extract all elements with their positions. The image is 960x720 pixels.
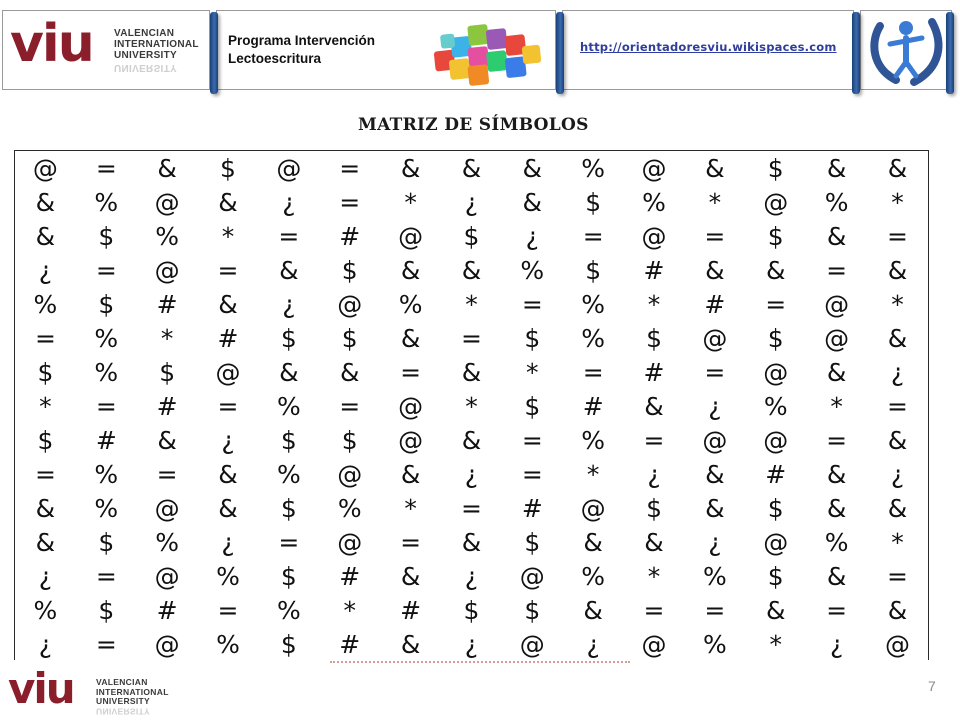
- matrix-cell: %: [276, 459, 301, 489]
- matrix-cell: $: [341, 425, 358, 455]
- matrix-cell: @: [154, 561, 180, 591]
- matrix-cell: =: [643, 595, 665, 625]
- matrix-cell: %: [33, 595, 58, 625]
- matrix-cell: %: [520, 255, 545, 285]
- matrix-cell: @: [641, 221, 667, 251]
- matrix-cell: %: [33, 289, 58, 319]
- matrix-cell: @: [215, 357, 241, 387]
- matrix-cell: =: [886, 391, 908, 421]
- program-title-line: Lectoescritura: [228, 51, 322, 66]
- divider-bar: [852, 12, 860, 94]
- matrix-cell: @: [398, 425, 424, 455]
- matrix-cell: *: [647, 289, 661, 319]
- matrix-cell: &: [157, 425, 177, 455]
- matrix-cell: $: [280, 323, 297, 353]
- matrix-cell: &: [522, 187, 543, 217]
- viu-logo-text: [114, 28, 199, 61]
- divider-bar: [556, 12, 564, 94]
- matrix-cell: &: [644, 391, 664, 421]
- matrix-cell: $: [767, 493, 784, 523]
- matrix-cell: &: [400, 459, 421, 489]
- matrix-cell: =: [95, 629, 117, 659]
- matrix-cell: @: [32, 153, 58, 183]
- matrix-cell: @: [398, 391, 424, 421]
- matrix-cell: @: [884, 629, 910, 659]
- matrix-row: [15, 559, 928, 593]
- matrix-cell: #: [339, 221, 361, 251]
- matrix-cell: #: [582, 391, 604, 421]
- matrix-cell: #: [521, 493, 543, 523]
- matrix-cell: $: [585, 255, 602, 285]
- slide-header: [2, 10, 952, 92]
- matrix-cell: ¿: [464, 561, 479, 591]
- matrix-cell: &: [887, 323, 908, 353]
- logo-line: INTERNATIONAL: [114, 39, 199, 50]
- program-title: [228, 32, 375, 68]
- matrix-cell: &: [887, 425, 908, 455]
- matrix-cell: @: [824, 289, 850, 319]
- alphabet-blocks-image: [426, 16, 550, 88]
- matrix-cell: $: [524, 595, 541, 625]
- matrix-cell: *: [465, 391, 478, 421]
- logo-line: VALENCIAN: [114, 28, 175, 39]
- matrix-cell: ¿: [38, 629, 53, 659]
- matrix-cell: &: [35, 493, 56, 523]
- matrix-cell: =: [521, 425, 543, 455]
- matrix-cell: =: [339, 391, 361, 421]
- matrix-cell: =: [34, 323, 56, 353]
- matrix-cell: $: [585, 187, 602, 217]
- matrix-cell: @: [276, 153, 302, 183]
- matrix-cell: ¿: [708, 391, 722, 421]
- matrix-cell: &: [218, 493, 238, 523]
- matrix-cell: @: [154, 255, 180, 285]
- viu-logo: [10, 14, 200, 76]
- matrix-cell: #: [156, 595, 178, 625]
- matrix-cell: &: [35, 527, 56, 557]
- matrix-cell: *: [586, 459, 600, 489]
- matrix-cell: #: [339, 561, 361, 591]
- matrix-cell: %: [581, 153, 606, 183]
- matrix-cell: $: [646, 323, 662, 353]
- matrix-cell: *: [39, 391, 52, 421]
- matrix-cell: =: [339, 153, 361, 183]
- matrix-cell: %: [276, 595, 301, 625]
- matrix-cell: &: [218, 459, 238, 489]
- matrix-cell: =: [826, 255, 848, 285]
- matrix-cell: %: [824, 527, 849, 557]
- matrix-cell: ¿: [464, 187, 479, 217]
- matrix-cell: $: [98, 289, 115, 319]
- matrix-cell: %: [94, 357, 119, 387]
- divider-bar: [210, 12, 218, 94]
- matrix-cell: $: [646, 493, 662, 523]
- matrix-cell: %: [703, 561, 727, 591]
- page-number: 7: [928, 678, 936, 694]
- logo-line: VALENCIAN: [96, 677, 148, 687]
- matrix-cell: ¿: [282, 289, 296, 319]
- matrix-cell: &: [400, 255, 421, 285]
- logo-line: UNIVERSITY: [114, 50, 178, 61]
- matrix-cell: =: [217, 595, 239, 625]
- matrix-cell: &: [887, 595, 908, 625]
- matrix-cell: @: [337, 459, 363, 489]
- matrix-cell: ¿: [464, 629, 479, 659]
- matrix-cell: @: [763, 357, 789, 387]
- matrix-cell: @: [641, 153, 667, 183]
- matrix-cell: $: [159, 357, 176, 387]
- matrix-cell: $: [767, 153, 784, 183]
- matrix-row: [15, 253, 928, 287]
- matrix-cell: *: [708, 187, 722, 217]
- matrix-row: [15, 627, 928, 661]
- matrix-cell: *: [647, 561, 661, 591]
- matrix-cell: ¿: [829, 629, 844, 659]
- matrix-cell: &: [461, 153, 482, 183]
- matrix-cell: *: [465, 289, 478, 319]
- matrix-cell: %: [155, 221, 180, 251]
- matrix-cell: *: [526, 357, 539, 387]
- matrix-cell: %: [216, 629, 240, 659]
- program-title-line: Programa Intervención: [228, 33, 376, 48]
- viu-logo-reflection: [114, 62, 177, 73]
- matrix-cell: =: [886, 221, 908, 251]
- matrix-cell: &: [339, 357, 360, 387]
- matrix-cell: %: [763, 391, 788, 421]
- matrix-cell: =: [95, 391, 117, 421]
- matrix-row: [15, 525, 928, 559]
- matrix-cell: ¿: [708, 527, 722, 557]
- matrix-cell: ¿: [890, 459, 905, 489]
- symbol-matrix: [14, 150, 929, 660]
- matrix-cell: &: [583, 595, 603, 625]
- matrix-cell: $: [98, 221, 115, 251]
- matrix-cell: *: [769, 629, 782, 659]
- matrix-cell: $: [767, 221, 784, 251]
- matrix-row: [15, 321, 928, 355]
- matrix-cell: &: [35, 187, 56, 217]
- matrix-cell: $: [280, 629, 297, 659]
- matrix-cell: =: [217, 255, 239, 285]
- matrix-cell: ¿: [221, 425, 235, 455]
- matrix-cell: $: [280, 425, 297, 455]
- matrix-cell: @: [763, 425, 789, 455]
- matrix-row: [15, 491, 928, 525]
- matrix-cell: =: [156, 459, 178, 489]
- matrix-cell: @: [154, 493, 180, 523]
- viu-logo-mark: viu: [8, 664, 74, 713]
- matrix-cell: #: [95, 425, 117, 455]
- matrix-row: [15, 151, 928, 185]
- matrix-cell: =: [217, 391, 239, 421]
- matrix-cell: @: [702, 425, 728, 455]
- matrix-cell: &: [826, 153, 847, 183]
- matrix-cell: &: [705, 493, 725, 523]
- matrix-cell: &: [705, 255, 725, 285]
- matrix-cell: =: [278, 221, 300, 251]
- matrix-cell: &: [644, 527, 664, 557]
- matrix-cell: &: [826, 459, 847, 489]
- matrix-cell: &: [400, 629, 421, 659]
- matrix-cell: =: [704, 595, 726, 625]
- matrix-cell: &: [157, 153, 177, 183]
- matrix-cell: &: [826, 221, 847, 251]
- matrix-cell: &: [887, 493, 908, 523]
- matrix-cell: ¿: [221, 527, 235, 557]
- matrix-cell: ¿: [282, 187, 296, 217]
- matrix-cell: &: [765, 255, 786, 285]
- matrix-cell: &: [705, 459, 725, 489]
- viu-logo-mark: viu: [10, 14, 93, 74]
- footer-viu-logo: [8, 664, 183, 717]
- matrix-cell: =: [400, 357, 422, 387]
- matrix-cell: &: [218, 187, 238, 217]
- matrix-cell: $: [98, 595, 115, 625]
- matrix-cell: $: [98, 527, 115, 557]
- matrix-cell: =: [278, 527, 300, 557]
- matrix-cell: %: [581, 289, 606, 319]
- matrix-cell: @: [337, 289, 363, 319]
- matrix-cell: $: [463, 595, 480, 625]
- matrix-cell: =: [643, 425, 665, 455]
- matrix-cell: =: [460, 493, 482, 523]
- wiki-url-link[interactable]: http://orientadoresviu.wikispaces.com: [580, 40, 837, 54]
- matrix-cell: &: [826, 493, 847, 523]
- matrix-cell: $: [37, 357, 54, 387]
- matrix-cell: @: [154, 187, 180, 217]
- matrix-cell: @: [154, 629, 180, 659]
- matrix-cell: &: [218, 289, 238, 319]
- matrix-cell: &: [705, 153, 725, 183]
- matrix-cell: =: [95, 153, 117, 183]
- viu-logo-text: [96, 678, 169, 707]
- matrix-cell: %: [581, 323, 606, 353]
- matrix-cell: *: [160, 323, 174, 353]
- matrix-cell: &: [583, 527, 603, 557]
- matrix-cell: =: [339, 187, 361, 217]
- matrix-cell: &: [826, 561, 847, 591]
- matrix-cell: *: [221, 221, 235, 251]
- divider-bar: [946, 12, 954, 94]
- viu-logo-reflection: [96, 706, 150, 716]
- matrix-cell: =: [521, 459, 543, 489]
- matrix-cell: %: [276, 391, 301, 421]
- matrix-cell: @: [519, 629, 545, 659]
- matrix-cell: *: [891, 289, 904, 319]
- matrix-cell: ¿: [586, 629, 600, 659]
- matrix-cell: @: [763, 187, 789, 217]
- matrix-cell: @: [702, 323, 728, 353]
- person-figure-icon: [866, 12, 946, 90]
- matrix-cell: =: [400, 527, 422, 557]
- matrix-row: [15, 355, 928, 389]
- matrix-cell: *: [343, 595, 356, 625]
- logo-line: UNIVERSITY: [96, 706, 151, 717]
- matrix-cell: &: [887, 255, 908, 285]
- matrix-cell: ¿: [464, 459, 479, 489]
- matrix-cell: ¿: [647, 459, 661, 489]
- logo-line: INTERNATIONAL: [96, 686, 169, 697]
- matrix-row: [15, 457, 928, 491]
- matrix-cell: #: [400, 595, 422, 625]
- matrix-cell: $: [37, 425, 54, 455]
- matrix-cell: %: [581, 425, 606, 455]
- matrix-cell: =: [521, 289, 543, 319]
- logo-line: UNIVERSITY: [114, 62, 178, 73]
- matrix-cell: &: [35, 221, 56, 251]
- matrix-row: [15, 389, 928, 423]
- matrix-cell: *: [891, 187, 904, 217]
- matrix-cell: #: [217, 323, 239, 353]
- matrix-cell: @: [519, 561, 545, 591]
- matrix-cell: @: [337, 527, 363, 557]
- matrix-row: [15, 185, 928, 219]
- matrix-cell: &: [522, 153, 543, 183]
- matrix-cell: $: [341, 323, 358, 353]
- matrix-cell: $: [524, 527, 541, 557]
- matrix-cell: =: [34, 459, 56, 489]
- matrix-cell: *: [891, 527, 904, 557]
- matrix-cell: =: [95, 255, 117, 285]
- matrix-cell: $: [767, 323, 784, 353]
- matrix-cell: #: [156, 391, 178, 421]
- matrix-cell: =: [826, 595, 848, 625]
- matrix-cell: $: [280, 561, 297, 591]
- matrix-cell: &: [887, 153, 908, 183]
- matrix-cell: *: [404, 493, 417, 523]
- matrix-cell: $: [341, 255, 358, 285]
- matrix-cell: &: [400, 561, 421, 591]
- matrix-cell: =: [582, 221, 604, 251]
- matrix-cell: =: [765, 289, 787, 319]
- matrix-cell: %: [216, 561, 240, 591]
- matrix-cell: %: [94, 459, 119, 489]
- matrix-cell: =: [95, 561, 117, 591]
- matrix-row: [15, 219, 928, 253]
- cropped-link-remnant: [330, 661, 630, 667]
- matrix-cell: &: [400, 323, 421, 353]
- matrix-cell: @: [398, 221, 424, 251]
- matrix-cell: *: [404, 187, 417, 217]
- matrix-cell: @: [763, 527, 789, 557]
- matrix-cell: %: [581, 561, 606, 591]
- matrix-cell: =: [886, 561, 908, 591]
- matrix-cell: %: [398, 289, 423, 319]
- matrix-cell: =: [704, 221, 726, 251]
- matrix-cell: &: [279, 255, 299, 285]
- matrix-cell: #: [156, 289, 178, 319]
- matrix-cell: %: [642, 187, 666, 217]
- matrix-cell: %: [703, 629, 727, 659]
- matrix-cell: %: [94, 493, 119, 523]
- matrix-row: [15, 423, 928, 457]
- matrix-cell: @: [641, 629, 667, 659]
- matrix-title: MATRIZ DE SÍMBOLOS: [358, 115, 589, 135]
- matrix-cell: $: [280, 493, 297, 523]
- matrix-cell: =: [460, 323, 482, 353]
- matrix-cell: &: [826, 357, 847, 387]
- matrix-cell: &: [400, 153, 421, 183]
- matrix-cell: &: [461, 527, 482, 557]
- matrix-cell: &: [461, 255, 482, 285]
- matrix-cell: #: [643, 357, 665, 387]
- matrix-cell: #: [643, 255, 665, 285]
- matrix-cell: $: [767, 561, 784, 591]
- matrix-cell: #: [765, 459, 787, 489]
- matrix-cell: $: [220, 153, 236, 183]
- matrix-cell: $: [463, 221, 480, 251]
- matrix-cell: &: [279, 357, 299, 387]
- matrix-cell: @: [824, 323, 850, 353]
- matrix-cell: #: [704, 289, 726, 319]
- matrix-cell: %: [824, 187, 849, 217]
- matrix-cell: &: [765, 595, 786, 625]
- matrix-cell: &: [461, 425, 482, 455]
- matrix-cell: %: [337, 493, 362, 523]
- matrix-cell: @: [580, 493, 606, 523]
- matrix-cell: =: [582, 357, 604, 387]
- matrix-cell: #: [339, 629, 361, 659]
- matrix-cell: %: [94, 323, 119, 353]
- matrix-row: [15, 287, 928, 321]
- matrix-cell: %: [155, 527, 180, 557]
- matrix-row: [15, 593, 928, 627]
- matrix-cell: &: [461, 357, 482, 387]
- logo-line: UNIVERSITY: [96, 696, 151, 706]
- matrix-cell: *: [830, 391, 843, 421]
- matrix-cell: =: [826, 425, 848, 455]
- matrix-cell: %: [94, 187, 119, 217]
- matrix-cell: ¿: [525, 221, 539, 251]
- matrix-cell: $: [524, 323, 541, 353]
- matrix-cell: ¿: [38, 561, 53, 591]
- matrix-cell: ¿: [890, 357, 905, 387]
- matrix-cell: $: [524, 391, 541, 421]
- matrix-cell: ¿: [38, 255, 53, 285]
- matrix-cell: =: [704, 357, 726, 387]
